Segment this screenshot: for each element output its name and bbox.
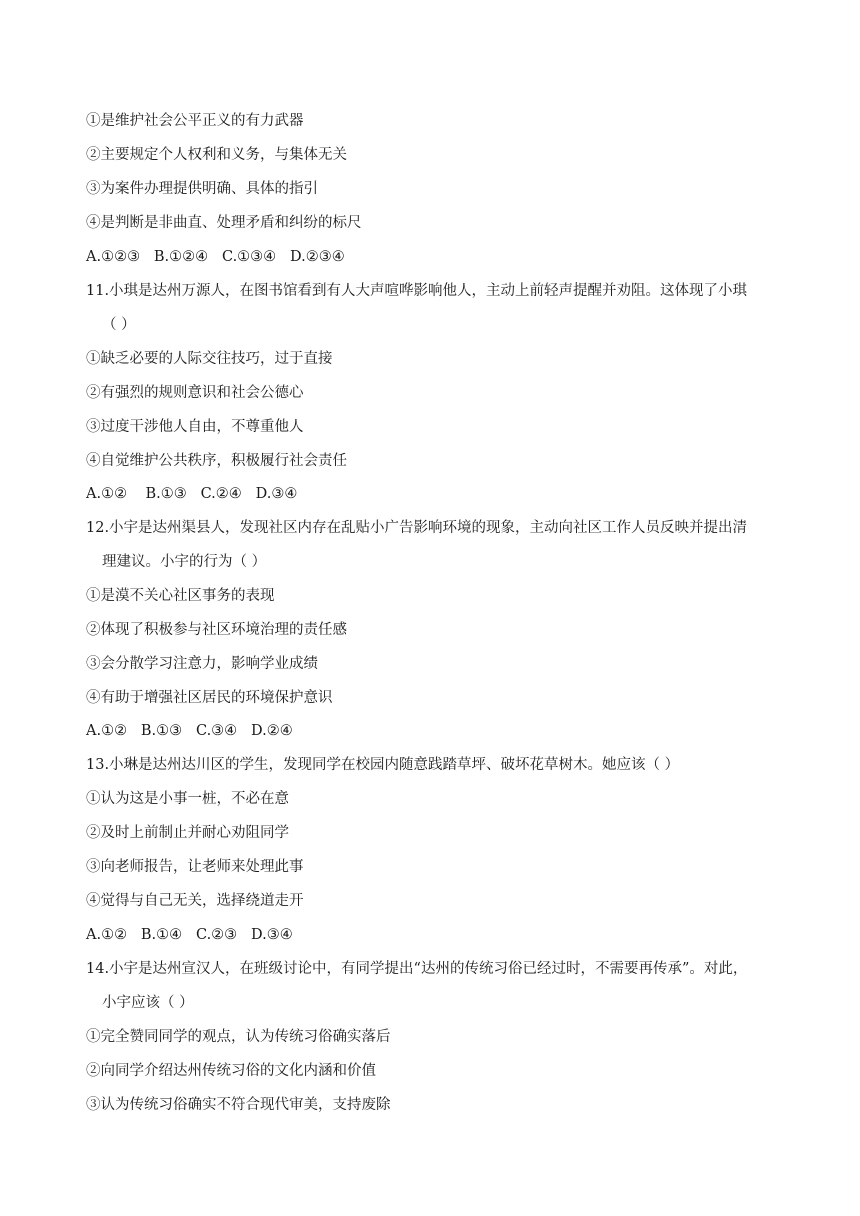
q12-stem-cont: 理建议。小宇的行为（ ） xyxy=(102,554,267,570)
q13-option-3: ③向老师报告，让老师来处理此事 xyxy=(86,859,304,875)
q10-answers: A.①②③ B.①②④ C.①③④ D.②③④ xyxy=(86,249,345,265)
q12-option-2: ②体现了积极参与社区环境治理的责任感 xyxy=(86,622,347,638)
q10-option-4: ④是判断是非曲直、处理矛盾和纠纷的标尺 xyxy=(86,215,362,231)
q12-stem: 12.小宇是达州渠县人，发现社区内存在乱贴小广告影响环境的现象，主动向社区工作人员反映并提出清 xyxy=(86,520,748,536)
q13-answers: A.①② B.①④ C.②③ D.③④ xyxy=(86,927,293,943)
q12-option-3: ③会分散学习注意力，影响学业成绩 xyxy=(86,656,318,672)
q11-stem-cont: （ ） xyxy=(102,317,136,333)
q14-option-1: ①完全赞同同学的观点，认为传统习俗确实落后 xyxy=(86,1029,391,1045)
q11-stem: 11.小琪是达州万源人，在图书馆看到有人大声喧哗影响他人，主动上前轻声提醒并劝阻。这体现了小琪 xyxy=(86,283,748,299)
q10-option-1: ①是维护社会公平正义的有力武器 xyxy=(86,113,304,129)
q11-option-4: ④自觉维护公共秩序，积极履行社会责任 xyxy=(86,453,347,469)
q12-answers: A.①② B.①③ C.③④ D.②④ xyxy=(86,723,293,739)
q14-stem-cont: 小宇应该（ ） xyxy=(102,995,194,1011)
q13-option-2: ②及时上前制止并耐心劝阻同学 xyxy=(86,825,289,841)
q13-option-4: ④觉得与自己无关，选择绕道走开 xyxy=(86,893,304,909)
q14-option-2: ②向同学介绍达州传统习俗的文化内涵和价值 xyxy=(86,1063,376,1079)
q11-answers: A.①② B.①③ C.②④ D.③④ xyxy=(86,486,298,502)
q11-option-2: ②有强烈的规则意识和社会公德心 xyxy=(86,385,304,401)
q14-option-3: ③认为传统习俗确实不符合现代审美，支持废除 xyxy=(86,1097,391,1113)
q11-option-3: ③过度干涉他人自由，不尊重他人 xyxy=(86,419,304,435)
q13-stem: 13.小琳是达州达川区的学生，发现同学在校园内随意践踏草坪、破坏花草树木。她应该（ ） xyxy=(86,757,680,773)
q12-option-4: ④有助于增强社区居民的环境保护意识 xyxy=(86,690,333,706)
q12-option-1: ①是漠不关心社区事务的表现 xyxy=(86,588,275,604)
q14-stem: 14.小宇是达州宣汉人，在班级讨论中，有同学提出“达州的传统习俗已经过时，不需要再传承”。对此， xyxy=(86,961,748,977)
q13-option-1: ①认为这是小事一桩，不必在意 xyxy=(86,791,289,807)
q11-option-1: ①缺乏必要的人际交往技巧，过于直接 xyxy=(86,351,333,367)
q10-option-3: ③为案件办理提供明确、具体的指引 xyxy=(86,181,318,197)
q10-option-2: ②主要规定个人权利和义务，与集体无关 xyxy=(86,147,347,163)
